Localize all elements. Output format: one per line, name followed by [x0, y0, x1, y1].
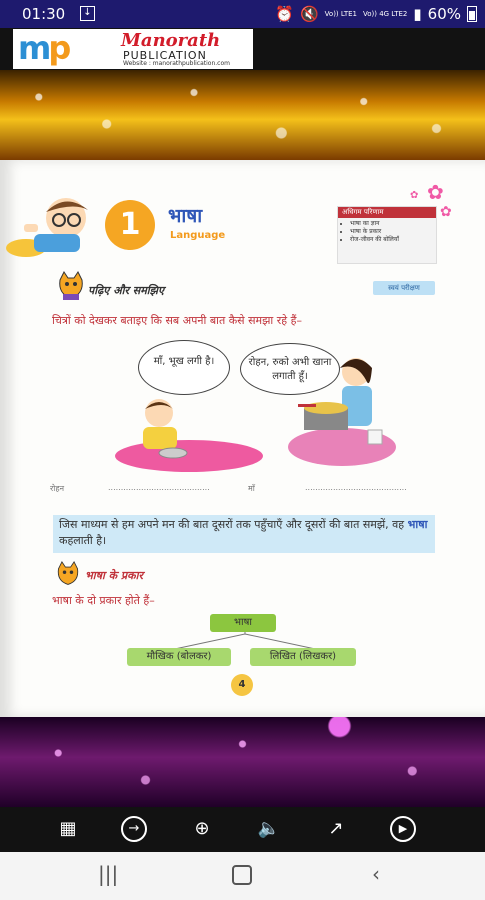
- app-header: [0, 28, 485, 70]
- types-prompt: भाषा के दो प्रकार होते हैं–: [52, 594, 155, 607]
- mother-cooking-illustration: [296, 350, 396, 460]
- signal-2: Vo)) 4G LTE2: [362, 10, 408, 18]
- zoom-in-icon[interactable]: ⊕: [194, 818, 210, 839]
- back-icon[interactable]: ‹: [372, 862, 380, 886]
- brand-publication: PUBLICATION: [123, 49, 207, 62]
- alarm-icon: ⏰: [275, 5, 294, 23]
- play-icon[interactable]: ▶: [390, 816, 416, 842]
- tree-root-bhasha: भाषा: [210, 614, 276, 632]
- keyword-bhasha: भाषा: [407, 518, 428, 531]
- bottom-background: [0, 717, 485, 807]
- signal-bars-icon: ▮: [413, 5, 422, 23]
- chapter-title: भाषा: [168, 205, 203, 227]
- logo-mark: mp: [18, 29, 69, 67]
- recent-apps-icon[interactable]: |||: [98, 862, 119, 886]
- name-label-left: रोहन: [50, 484, 65, 493]
- speech-bubble-child: माँ, भूख लगी है।: [138, 340, 230, 395]
- flower-icon: ✿: [410, 190, 419, 201]
- flower-icon: ✿: [427, 180, 444, 204]
- learning-objectives-box: [337, 206, 437, 264]
- definition-box: जिस माध्यम से हम अपने मन की बात दूसरों तक पहुँचाएँ और दूसरों की बात समझें, वह भाषा कहलाती है।: [53, 515, 435, 553]
- book-page[interactable]: [0, 160, 485, 717]
- blank-line-right: ........................................: [305, 483, 407, 492]
- section-heading-read: पढ़िए और समझिए: [88, 284, 165, 297]
- mute-icon: 🔇: [299, 5, 319, 23]
- top-background: [0, 70, 485, 160]
- picture-prompt: चित्रों को देखकर बताइए कि सब अपनी बात कैसे समझा रहे हैं–: [52, 314, 302, 327]
- brand-website: Website : manorathpublication.com: [123, 60, 230, 67]
- blank-line-left: ........................................: [108, 483, 210, 492]
- chapter-number: 1: [105, 200, 155, 250]
- signal-1: Vo)) LTE1: [324, 10, 357, 18]
- share-icon[interactable]: ↗: [328, 818, 344, 839]
- status-icons: [275, 5, 477, 23]
- status-bar: [0, 0, 485, 28]
- tree-node-oral: मौखिक (बोलकर): [127, 648, 231, 666]
- grid-icon[interactable]: ▦: [59, 818, 77, 839]
- battery-percent: 60%: [427, 5, 461, 23]
- objective-item: • भाषा का ज्ञान: [350, 220, 436, 228]
- publisher-logo: [13, 29, 253, 69]
- kid-illustration: [4, 190, 114, 260]
- name-label-right: माँ: [248, 484, 255, 493]
- tree-node-written: लिखित (लिखकर): [250, 648, 356, 666]
- goto-page-icon[interactable]: →: [121, 816, 147, 842]
- objective-item: • रोज-जीवन की बोलियाँ: [350, 236, 436, 244]
- flower-icon: ✿: [440, 204, 452, 220]
- child-illustration: [133, 395, 193, 467]
- system-nav-bar: [0, 852, 485, 900]
- self-test-tag: स्वयं परीक्षण: [373, 281, 435, 295]
- speaker-icon[interactable]: 🔈: [257, 818, 281, 839]
- cat-icon: [55, 560, 81, 588]
- reader-toolbar: [0, 807, 485, 852]
- cat-icon: [56, 270, 86, 302]
- battery-icon: [467, 6, 477, 22]
- section-heading-types: भाषा के प्रकार: [85, 569, 143, 582]
- home-icon[interactable]: [232, 865, 252, 885]
- clock: 01:30: [22, 5, 66, 23]
- chapter-subtitle: Language: [170, 230, 226, 241]
- download-icon: ↓: [80, 6, 95, 21]
- objectives-title: अधिगम परिणाम: [338, 207, 436, 218]
- page-number: 4: [231, 674, 253, 696]
- objective-item: • भाषा के प्रकार: [350, 228, 436, 236]
- speech-bubble-mother: रोहन, रुको अभी खाना लगाती हूँ।: [240, 343, 340, 395]
- brand-name: Manorath: [121, 30, 221, 51]
